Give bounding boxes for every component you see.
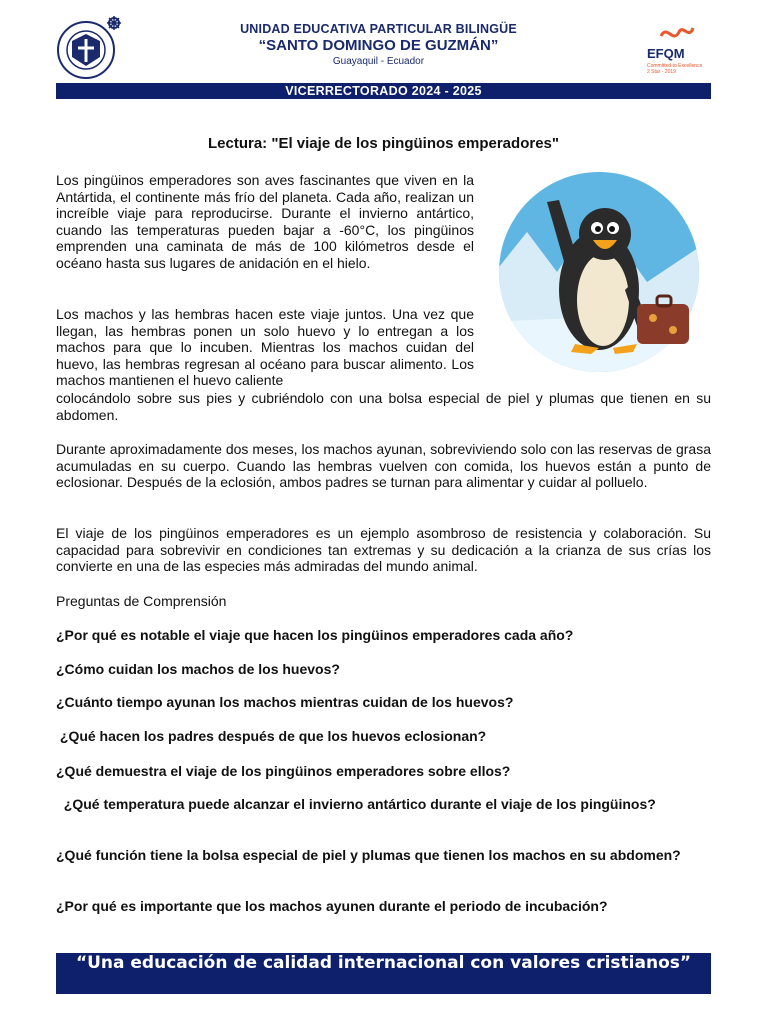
question-5: ¿Qué demuestra el viaje de los pingüinos emperadores sobre ellos? (56, 763, 511, 779)
school-location: Guayaquil - Ecuador (332, 56, 425, 67)
school-name-line1: UNIDAD EDUCATIVA PARTICULAR BILINGÜE (240, 22, 517, 36)
question-2: ¿Cómo cuidan los machos de los huevos? (56, 661, 340, 677)
paragraph-3: Durante aproximadamente dos meses, los machos ayunan, sobreviviendo solo con las reservas de grasa acumuladas en su cuerpo. Cuando las hembras vuelven con comida, los huevos están a punto de eclosionar. Después de la eclosión, ambos padres se turnan para alimentar y cuidar al polluelo. (56, 441, 711, 491)
question-1: ¿Por qué es notable el viaje que hacen los pingüinos emperadores cada año? (56, 627, 574, 643)
paragraph-1: Los pingüinos emperadores son aves fascinantes que viven en la Antártida, el continente más frío del planeta. Cada año, realizan un increíble viaje para reproducirse. Durante el invierno antártico, cuando las temperaturas pueden bajar a -60°C, los pingüinos emprenden una caminata de más de 100 kilómetros desde el océano hasta sus lugares de anidación en el hielo. (56, 172, 474, 271)
reading-title: Lectura: "El viaje de los pingüinos emperadores" (208, 135, 559, 152)
question-8: ¿Por qué es importante que los machos ayunen durante el periodo de incubación? (56, 898, 608, 914)
paragraph-4: El viaje de los pingüinos emperadores es un ejemplo asombroso de resistencia y colaboración. Su capacidad para sobrevivir en condiciones tan extremas y su dedicación a la crianza de sus crías los convierte en una de las especies más admiradas del mundo animal. (56, 525, 711, 575)
question-6: ¿Qué temperatura puede alcanzar el invierno antártico durante el viaje de los pingüinos? (56, 796, 656, 812)
paragraph-2b: colocándolo sobre sus pies y cubriéndolo con una bolsa especial de piel y plumas que tienen en su abdomen. (56, 390, 711, 423)
question-7: ¿Qué función tiene la bolsa especial de piel y plumas que tienen los machos en su abdomen? (56, 847, 681, 863)
efqm-sub2: 2 Star - 2019 (647, 69, 676, 75)
efqm-logo-icon (643, 22, 705, 78)
question-3: ¿Cuánto tiempo ayunan los machos mientras cuidan de los huevos? (56, 694, 514, 710)
question-4: ¿Qué hacen los padres después de que los huevos eclosionan? (56, 728, 487, 744)
efqm-label: EFQM (647, 46, 685, 61)
questions-heading: Preguntas de Comprensión (56, 593, 227, 609)
efqm-sub1: Committed to Excellence (647, 63, 703, 69)
document-header (56, 12, 711, 82)
penguin-illustration (487, 172, 707, 377)
vicerrectorado-banner: VICERRECTORADO 2024 - 2025 (56, 83, 711, 99)
school-crest-icon (56, 14, 124, 80)
paragraph-2a: Los machos y las hembras hacen este viaje juntos. Una vez que llegan, las hembras ponen un solo huevo y lo entregan a los machos para que lo incuben. Mientras los machos cuidan del huevo, las hembras regresan al océano para buscar alimento. Los machos mantienen el huevo caliente (56, 306, 474, 389)
footer-motto-banner: “Una educación de calidad internacional con valores cristianos” (56, 953, 711, 994)
school-name-line2: “SANTO DOMINGO DE GUZMÁN” (258, 37, 499, 54)
